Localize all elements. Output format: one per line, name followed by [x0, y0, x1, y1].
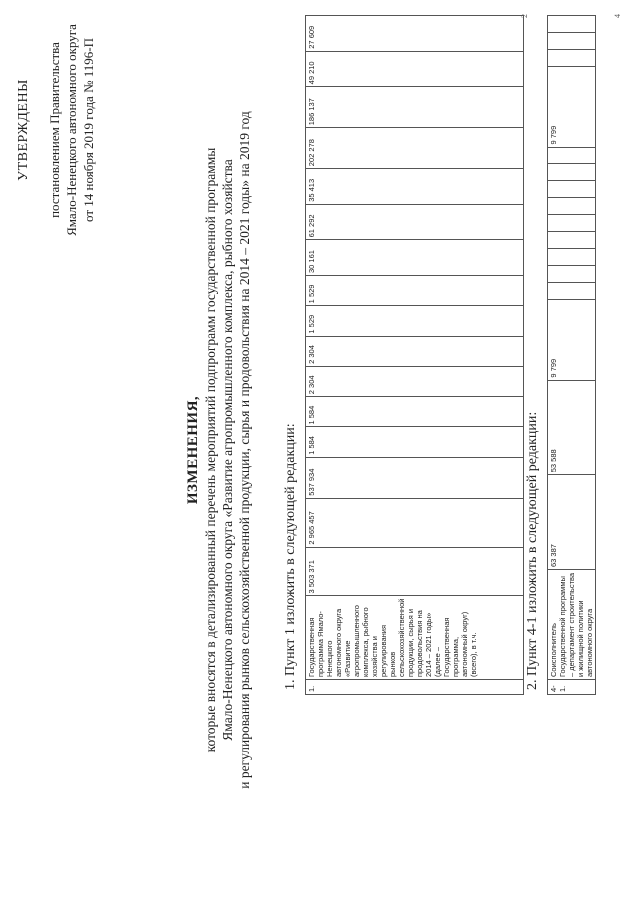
table-cell: 2 304: [306, 366, 524, 396]
table-row: [548, 16, 596, 695]
table-cell: 63 387: [548, 475, 596, 570]
table-row: [306, 16, 524, 695]
table-cell: 9 799: [548, 66, 596, 147]
approval-heading: УТВЕРЖДЕНЫ: [16, 79, 31, 181]
table-cell: 1 529: [306, 306, 524, 336]
table-cell: 2 304: [306, 336, 524, 366]
document-sheet: [15, 10, 625, 890]
table-cell: 9 799: [548, 299, 596, 380]
table-cell: 1 584: [306, 427, 524, 457]
table-cell: [548, 147, 596, 164]
table-cell: 49 210: [306, 51, 524, 87]
table-cell: [548, 16, 596, 33]
table-cell: 61 292: [306, 204, 524, 240]
table-cell: 3 503 371: [306, 547, 524, 596]
item2-table: [547, 15, 596, 695]
table-cell: 1 529: [306, 276, 524, 306]
table-cell: 27 609: [306, 16, 524, 52]
row-name: Соисполнитель Государственной программы – департамент строительства и жилищной политики автономного округа: [548, 570, 596, 680]
item1-text: 1. Пункт 1 изложить в следующей редакции:: [283, 423, 298, 690]
table-cell: 53 588: [548, 380, 596, 475]
approval-line: Ямало-Ненецкого автономного округа: [64, 24, 79, 236]
table-cell: 186 137: [306, 87, 524, 128]
approval-line: от 14 ноября 2019 года № 1196-П: [81, 38, 96, 222]
table-cell: 1 584: [306, 397, 524, 427]
table-cell: [548, 249, 596, 266]
table-cell: [548, 164, 596, 181]
table-cell: [548, 50, 596, 67]
table-cell: 35 413: [306, 169, 524, 205]
row-name: Государственная программа Ямало-Ненецкого автономного округа «Развитие агропромышленного комплекса, рыбного хозяйства и регулирования рынков сельскохозяйственной продукции, сырья и продовольствия на 2014 – 2021 годы» (далее – Государственная программа, автономный округ) (всего), в т.ч.: [306, 596, 524, 680]
title-line: Ямало-Ненецкого автономного округа «Развитие агропромышленного комплекса, рыбного хозяйства: [220, 159, 235, 741]
row-number: 1.: [306, 680, 524, 695]
item2-text: 2. Пункт 4-1 изложить в следующей редакции:: [525, 411, 540, 690]
table-cell: 2 965 457: [306, 498, 524, 547]
item1-table: [305, 15, 524, 695]
column-mark: 4: [613, 14, 622, 18]
table-cell: 202 278: [306, 128, 524, 169]
table-cell: 537 934: [306, 457, 524, 498]
table-cell: [548, 283, 596, 300]
table-cell: 30 161: [306, 240, 524, 276]
approval-line: постановлением Правительства: [47, 42, 62, 218]
column-mark: 2: [520, 14, 529, 18]
table-cell: [548, 33, 596, 50]
title-line: и регулирования рынков сельскохозяйственной продукции, сырья и продовольствия на 2014 – 2021 годы» на 2019 год: [237, 111, 252, 789]
table-cell: [548, 232, 596, 249]
title-heading: ИЗМЕНЕНИЯ,: [185, 395, 201, 505]
title-line: которые вносятся в детализированный перечень мероприятий подпрограмм государственной программы: [203, 147, 218, 753]
row-number: 4-1.: [548, 680, 596, 695]
table-cell: [548, 215, 596, 232]
table-cell: [548, 198, 596, 215]
table-cell: [548, 181, 596, 198]
approval-stamp: [15, 10, 97, 250]
table-cell: [548, 266, 596, 283]
document-title: [185, 10, 253, 890]
